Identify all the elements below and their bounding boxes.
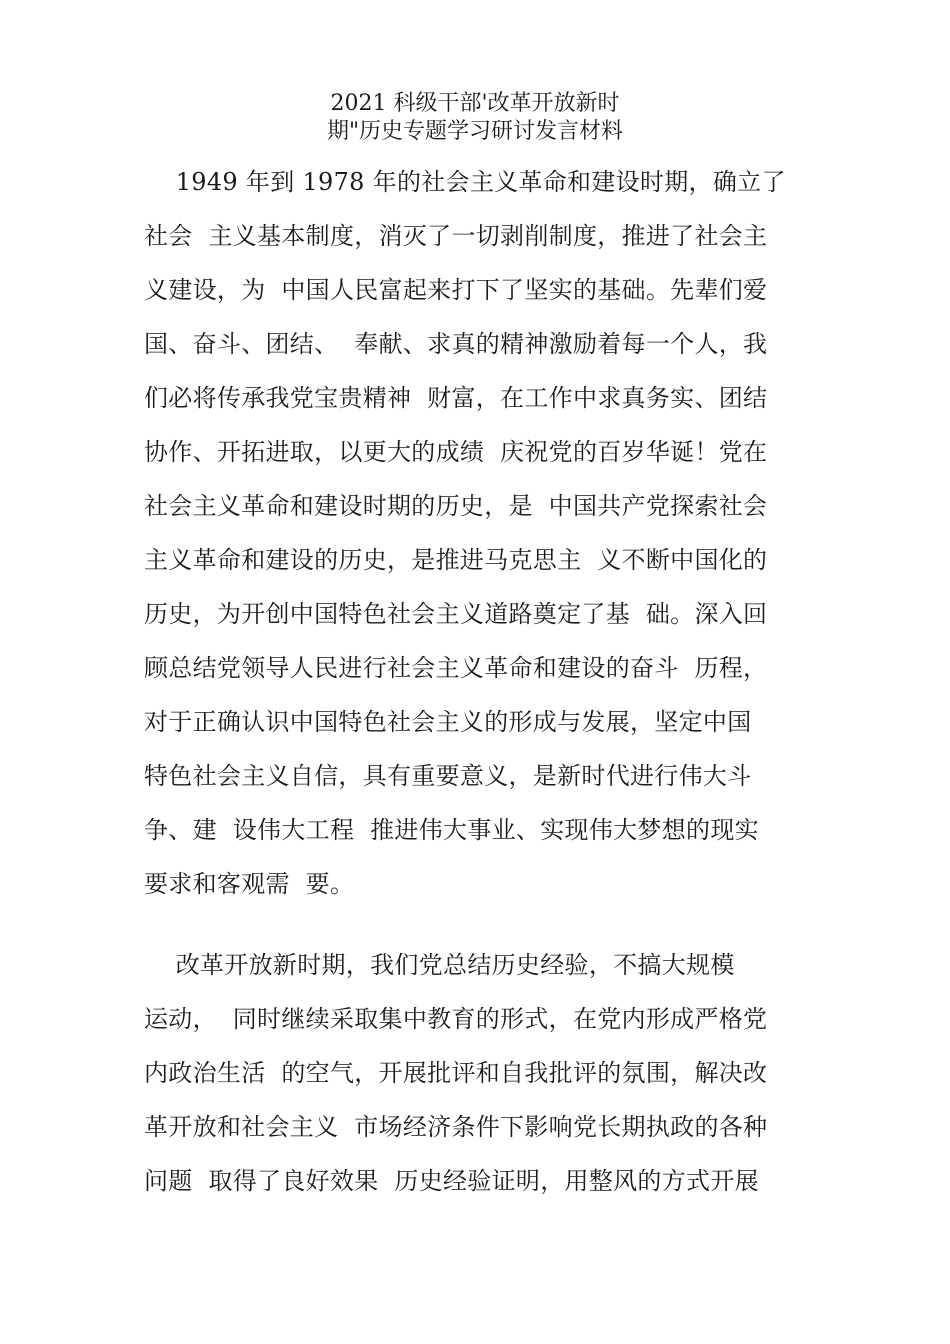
text-line: 协作、开拓进取，以更大的成绩 庆祝党的百岁华诞！党在 xyxy=(144,438,768,466)
document-title xyxy=(0,90,950,146)
text-line: 问题 取得了良好效果 历史经验证明，用整风的方式开展 xyxy=(144,1167,759,1195)
text-line: 内政治生活 的空气，开展批评和自我批评的氛围，解决改 xyxy=(144,1059,768,1087)
text-line: 历史，为开创中国特色社会主义道路奠定了基 础。深入回 xyxy=(144,600,768,628)
text-line: 争、建 设伟大工程 推进伟大事业、实现伟大梦想的现实 xyxy=(144,816,759,844)
text-line: 顾总结党领导人民进行社会主义革命和建设的奋斗 历程， xyxy=(144,654,768,682)
text-line: 运动， 同时继续采取集中教育的形式，在党内形成严格党 xyxy=(144,1005,768,1033)
title-line-1: 2021 科级干部'改革开放新时 xyxy=(330,91,620,116)
text-line: 主义革命和建设的历史，是推进马克思主 义不断中国化的 xyxy=(144,546,768,574)
text-line: 义建设，为 中国人民富起来打下了坚实的基础。先辈们爱 xyxy=(144,276,768,304)
text-line: 特色社会主义自信，具有重要意义，是新时代进行伟大斗 xyxy=(144,762,752,790)
text-line: 改革开放新时期，我们党总结历史经验，不搞大规模 xyxy=(144,951,735,979)
text-line: 1949 年到 1978 年的社会主义革命和建设时期，确立了 xyxy=(144,168,786,196)
text-line: 社会 主义基本制度，消灭了一切剥削制度，推进了社会主 xyxy=(144,222,768,250)
paragraph-1 xyxy=(144,155,804,911)
text-line: 要求和客观需 要。 xyxy=(144,870,355,898)
text-line: 们必将传承我党宝贵精神 财富，在工作中求真务实、团结 xyxy=(144,384,768,412)
text-line: 革开放和社会主义 市场经济条件下影响党长期执政的各种 xyxy=(144,1113,768,1141)
text-line: 国、奋斗、团结、 奉献、求真的精神激励着每一个人，我 xyxy=(144,330,768,358)
text-line: 对于正确认识中国特色社会主义的形成与发展，坚定中国 xyxy=(144,708,752,736)
paragraph-2 xyxy=(144,938,804,1208)
title-line-2: 期"历史专题学习研讨发言材料 xyxy=(326,119,624,144)
text-line: 社会主义革命和建设时期的历史，是 中国共产党探索社会 xyxy=(144,492,768,520)
